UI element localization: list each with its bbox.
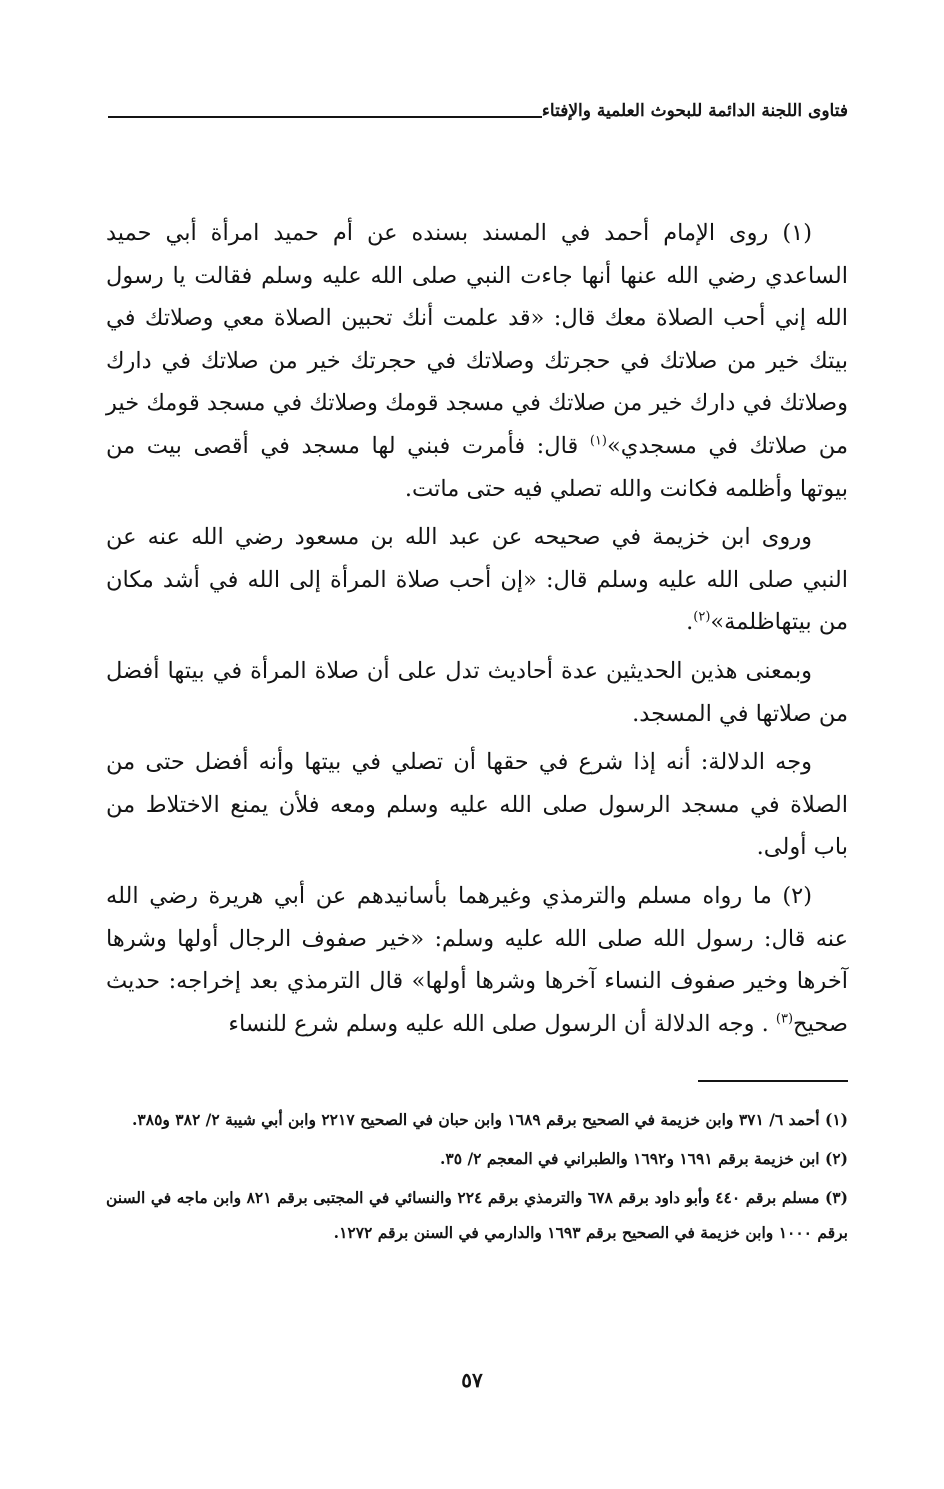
paragraph-evidence [106, 741, 848, 869]
running-header-title: فتاوى اللجنة الدائمة للبحوث العلمية والإفتاء [541, 101, 848, 121]
paragraph-text: قال: فأمرت فبني لها مسجد في أقصى بيت من بيوتها وأظلمه فكانت والله تصلي فيه حتى ماتت. [106, 432, 848, 502]
paragraph-hadith-ibn-masud [106, 516, 848, 644]
paragraph-text: وجه الدلالة: أنه إذا شرع في حقها أن تصلي في بيتها وأنه أفضل حتى من الصلاة في مسجد الرسول صلى الله عليه وسلم ومعه فلأن يمنع الاختلاط من باب أولى. [106, 749, 848, 861]
body-text [106, 212, 848, 1045]
footnote-1: (١) أحمد ٦/ ٣٧١ وابن خزيمة في الصحيح برقم ١٦٨٩ وابن حبان في الصحيح ٢٢١٧ وابن أبي شيبة ٢/ ٣٨٢ و٣٨٥. [132, 1110, 848, 1129]
footnote-reference: (١) [589, 433, 607, 449]
footnote-reference: (٢) [693, 609, 711, 625]
paragraph-text: . [686, 609, 694, 636]
footnote-3: (٣) مسلم برقم ٤٤٠ وأبو داود برقم ٦٧٨ والترمذي برقم ٢٢٤ والنسائي في المجتبى برقم ٨٢١ وابن ماجه في السنن برقم ١٠٠٠ وابن خزيمة في الصحيح برقم ١٦٩٣ والدارمي في السنن برقم ١٢٧٢. [106, 1188, 848, 1242]
paragraph-summary [106, 650, 848, 735]
running-header [108, 92, 848, 126]
paragraph-text: وروى ابن خزيمة في صحيحه عن عبد الله بن مسعود رضي الله عنه عن النبي صلى الله عليه وسلم قال: «إن أحب صلاة المرأة إلى الله في أشد مكان من بيتهاظلمة» [106, 524, 848, 636]
paragraph-text: . وجه الدلالة أن الرسول صلى الله عليه وسلم شرع للنساء [228, 1010, 776, 1037]
paragraph-hadith-umm-humayd [106, 212, 848, 510]
footnotes [106, 1102, 848, 1254]
paragraph-hadith-rows [106, 875, 848, 1045]
running-header-rule [108, 116, 542, 118]
paragraph-text: (١) روى الإمام أحمد في المسند بسنده عن أم حميد امرأة أبي حميد الساعدي رضي الله عنها أنها جاءت النبي صلى الله عليه وسلم فقالت يا رسول الله إني أحب الصلاة معك قال: «قد علمت أنك تحبين الصلاة معي وصلاتك في بيتك خير من صلاتك في حجرتك وصلاتك في حجرتك خير من صلاتك في دارك وصلاتك في دارك خير من صلاتك في مسجد قومك وصلاتك في مسجد قومك خير من صلاتك في مسجدي» [106, 220, 848, 459]
footnote-separator [698, 1080, 848, 1082]
paragraph-text: (٢) ما رواه مسلم والترمذي وغيرهما بأسانيدهم عن أبي هريرة رضي الله عنه قال: رسول الله صلى الله عليه وسلم: «خير صفوف الرجال أولها وشرها آخرها وخير صفوف النساء آخرها وشرها أولها» قال الترمذي بعد إخراجه: حديث صحيح [106, 882, 848, 1037]
paragraph-text: وبمعنى هذين الحديثين عدة أحاديث تدل على أن صلاة المرأة في بيتها أفضل من صلاتها في المسجد. [106, 657, 848, 727]
footnote-2: (٢) ابن خزيمة برقم ١٦٩١ و١٦٩٢ والطبراني في المعجم ٢/ ٣٥. [440, 1149, 848, 1168]
footnote-reference: (٣) [775, 1011, 794, 1027]
page-number: ٥٧ [461, 1368, 483, 1392]
